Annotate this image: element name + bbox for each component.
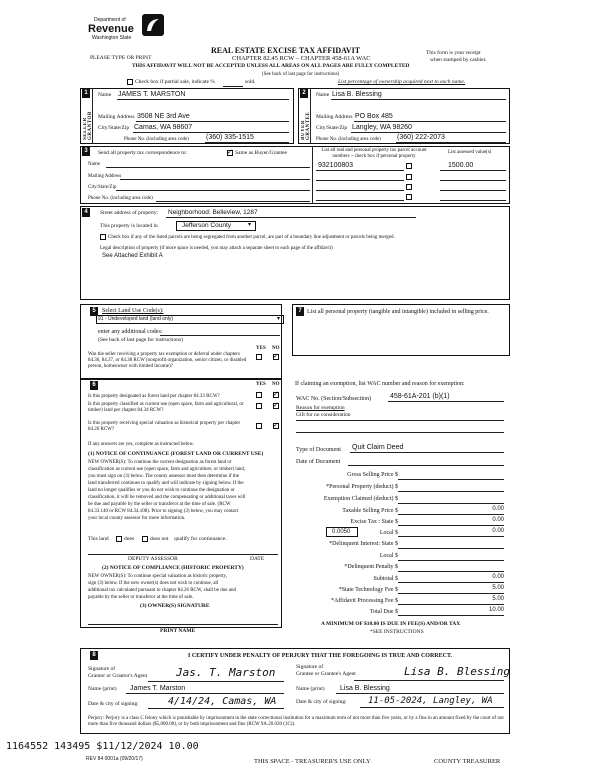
grantee-sig-label1: Signature of	[296, 664, 324, 670]
taxable-selling-label: Taxable Selling Price $	[342, 508, 398, 514]
does-checkbox[interactable]	[116, 536, 122, 542]
notice1-line: land no longer qualifies or you do not wish to continue the designation or	[88, 488, 235, 493]
parcel-header-text: List all real and personal property tax parcel account numbers – check box if personal property	[321, 148, 427, 159]
this-land-label: This land	[88, 536, 109, 542]
section-1-number: 1	[82, 89, 90, 98]
grantee-date-label: Date & city of signing:	[296, 699, 347, 705]
s5-question	[88, 352, 250, 370]
additional-codes-label: enter any additional codes:	[98, 329, 163, 335]
deputy-assessor: DEPUTY ASSESSOR	[128, 556, 178, 562]
section-8-number: 8	[90, 651, 98, 660]
buyer-city-label: City/State/Zip	[316, 125, 348, 131]
land-use-label: Select Land Use Code(s):	[102, 308, 164, 314]
processing-fee-value[interactable]: 5.00	[492, 596, 504, 602]
personal-property-checkbox-2[interactable]	[406, 174, 412, 180]
street-address[interactable]: Neighborhood: Belleview, 1287	[168, 209, 258, 216]
seller-phone-label: Phone No. (including area code)	[124, 137, 189, 142]
send-correspondence-label: Send all property tax correspondence to:	[98, 150, 188, 156]
s6-q2-text: Is this property classified as current use (open space, farm and agricultural, or timber) land per chapter 84.34 RCW?	[88, 402, 244, 413]
s3-name-label: Name	[88, 162, 100, 167]
s3-phone-label: Phone No. (including area code)	[88, 196, 153, 201]
county-value: Jefferson County	[182, 222, 232, 229]
section-5-number: 5	[90, 307, 98, 316]
form-subtitle: CHAPTER 82.45 RCW – CHAPTER 458-61A WAC	[232, 55, 371, 62]
section-7-number: 7	[296, 307, 304, 316]
s5-no-checkbox[interactable]	[273, 354, 279, 360]
reason-label: Reason for exemption	[296, 405, 345, 411]
section-3-number: 3	[82, 147, 90, 156]
street-label: Street address of property:	[100, 210, 159, 216]
county-chevron-down-icon[interactable]: ▾	[248, 222, 252, 228]
section-4-number: 4	[82, 208, 90, 217]
delinquent-interest-state-label: *Delinquent Interest: State $	[329, 541, 398, 547]
dept-line2: Revenue	[88, 23, 134, 35]
deputy-date: DATE	[250, 556, 265, 562]
grantor-date-label: Date & city of signing:	[88, 701, 139, 707]
legal-label: Legal description of property (if more space is needed, you may attach a separate sheet to each page of the affidavit)	[100, 246, 333, 251]
s6-q2-yes-checkbox[interactable]	[256, 403, 262, 409]
grantor-sig-label2: Grantor or Grantor's Agent	[88, 673, 148, 679]
grantee-name-label: Name (print)	[296, 686, 325, 692]
doc-date-label: Date of Document	[296, 459, 341, 465]
s6-no: NO	[272, 382, 280, 387]
buyer-mailing-label: Mailing Address	[316, 114, 353, 120]
total-due-label: Total Due $	[369, 609, 398, 615]
see-instructions: *SEE INSTRUCTIONS	[370, 629, 424, 635]
parcel-1[interactable]: 932100803	[318, 162, 354, 169]
buyer-side-label: BUYER GRANTEE	[301, 111, 311, 140]
seller-city[interactable]: Camas, WA 98607	[134, 124, 193, 131]
partial-sale-checkbox[interactable]	[127, 79, 133, 85]
notice1-line: NEW OWNER(S): To continue the current designation as forest land or	[88, 460, 232, 465]
owner-signature-label: (3) OWNER(S) SIGNATURE	[140, 603, 210, 609]
gross-selling-label: Gross Selling Price $	[347, 472, 398, 478]
perjury-note-text: Perjury: Perjury is a class C felony which is punishable by imprisonment in the state correctional institution for a maximum term of not more than five years, or by a fine in an amount fixed by the court of not more than five thousand dollars ($5,000.00), or by both imprisonment and fine (RCW 9A.20.020 (1C)).	[88, 716, 504, 727]
notice2-line: additional tax calculated pursuant to chapter 84.26 RCW, shall be due and	[88, 588, 236, 593]
segregation-checkbox[interactable]	[100, 234, 106, 240]
recording-stamp: 1164552 143495 $11/12/2024 10.00	[6, 741, 199, 752]
s6-q3	[88, 421, 248, 433]
grantor-signature[interactable]: Jas. T. Marston	[176, 666, 276, 679]
same-as-buyer-label: Same as Buyer/Grantee	[235, 150, 287, 156]
s6-q2-no-checkbox[interactable]	[273, 403, 279, 409]
s6-q3-no-checkbox[interactable]	[273, 423, 279, 429]
section-6-number: 6	[90, 381, 98, 390]
s6-q1: Is this property designated as forest land per chapter 84.33 RCW?	[88, 394, 220, 399]
s5-question-text: Was the seller receiving a property tax exemption or deferral under chapters 84.36, 84.37, or 84.38 RCW (nonprofit organization, senior citizen, or disabled person, homeowner with limited income)?	[88, 352, 247, 369]
treasurer-only-label: THIS SPACE - TREASURER'S USE ONLY	[254, 758, 371, 765]
print-name-label: PRINT NAME	[160, 628, 196, 634]
s6-q3-yes-checkbox[interactable]	[256, 423, 262, 429]
if-yes-note: If any answers are yes, complete as instructed below.	[88, 442, 195, 447]
legal-description[interactable]: See Attached Exhibit A	[102, 253, 163, 259]
personal-property-label	[307, 309, 497, 316]
excise-state-label: Excise Tax : State $	[350, 519, 398, 525]
notice2-title: (2) NOTICE OF COMPLIANCE (HISTORIC PROPERTY)	[102, 565, 244, 571]
personal-property-checkbox-1[interactable]	[406, 163, 412, 169]
s5-yes-checkbox[interactable]	[256, 354, 262, 360]
grantor-sig-label1: Signature of	[88, 666, 116, 672]
buyer-name[interactable]: Lisa B. Blessing	[332, 91, 382, 98]
notice2-line: sign (3) below. If the new owner(s) does not wish to continue, all	[88, 581, 219, 586]
doc-type-value[interactable]: Quit Claim Deed	[352, 444, 404, 451]
notice1-line: land transferred continues to qualify and will indicate by signing below. If the	[88, 481, 244, 486]
notice1-title: (1) NOTICE OF CONTINUANCE (FOREST LAND OR CURRENT USE)	[88, 451, 264, 457]
dept-line1: Department of	[94, 17, 126, 23]
form-number: REV 84 0001a (09/20/17)	[86, 756, 143, 762]
does-not-label: does not	[150, 536, 169, 542]
processing-fee-label: *Affidavit Processing Fee $	[330, 598, 398, 604]
personal-property-text: List all personal property (tangible and intangible) included in selling price.	[307, 309, 489, 315]
wac-label: WAC No. (Section/Subsection)	[296, 396, 372, 402]
assessed-header: List assessed value(s)	[448, 150, 492, 155]
s6-q2	[88, 402, 248, 414]
same-as-buyer-checkbox[interactable]	[227, 150, 233, 156]
partial-sale-label: Check box if partial sale, indicate %	[135, 79, 215, 85]
buyer-name-label: Name	[316, 92, 330, 98]
buyer-phone[interactable]: (360) 222-2073	[397, 134, 445, 141]
personal-property-deduct-label: *Personal Property (deduct) $	[326, 484, 398, 490]
certify-statement: I CERTIFY UNDER PENALTY OF PERJURY THAT THE FOREGOING IS TRUE AND CORRECT.	[188, 653, 453, 659]
minimum-note: A MINIMUM OF $10.00 IS DUE IN FEE(S) AND/OR TAX	[321, 621, 461, 627]
seller-name-label: Name	[98, 92, 112, 98]
does-not-checkbox[interactable]	[142, 536, 148, 542]
grantor-name[interactable]: James T. Marston	[130, 685, 186, 692]
segregation-note: Check box if any of the listed parcels are being segregated from another parcel, are part of a boundary line adjustment or parcels being merged.	[108, 235, 395, 240]
notice1-line: 84.33.140 or RCW 84.34.108). Prior to signing (3) below, you may contact	[88, 509, 239, 514]
seller-side-label: SELLER GRANTOR	[83, 111, 93, 140]
dor-logo-icon	[142, 14, 164, 36]
notice1-line: you must sign on (3) below. The county assessor must then determine if the	[88, 474, 239, 479]
excise-state-value[interactable]: 0.00	[492, 517, 504, 523]
grantee-name[interactable]: Lisa B. Blessing	[340, 685, 390, 692]
reason-value[interactable]: Gift for no consideration	[296, 412, 351, 418]
notice1-line: your local county assessor for more information.	[88, 516, 186, 521]
notice2-line: NEW OWNER(S): To continue special valuation as historic property,	[88, 574, 227, 579]
s6-q3-text: Is this property receiving special valuation as historical property per chapter 84.26 RCW?	[88, 421, 241, 432]
taxable-selling-value[interactable]: 0.00	[492, 506, 504, 512]
subtotal-label: Subtotal $	[373, 576, 398, 582]
doc-type-label: Type of Document	[296, 447, 341, 453]
buyer-city[interactable]: Langley, WA 98260	[352, 124, 412, 131]
dept-line3: Washington State	[92, 35, 132, 41]
buyer-mailing[interactable]: PO Box 485	[355, 113, 393, 120]
located-label: This property is located in	[100, 223, 158, 229]
delinquent-penalty-label: *Delinquent Penalty $	[344, 564, 398, 570]
notice1-line: classification, it will be removed and the compensating or additional taxes will	[88, 495, 246, 500]
land-use-value: 91 - Undeveloped land (land only)	[98, 316, 174, 322]
s3-mailing-label: Mailing Address	[88, 174, 122, 179]
notice2-line: payable by the seller or transferor at the time of sale.	[88, 595, 194, 600]
see-back-header: (See back of last page for instructions)	[262, 72, 340, 77]
seller-phone[interactable]: (360) 335-1515	[206, 134, 254, 141]
dor-logo	[58, 12, 163, 52]
please-type: PLEASE TYPE OR PRINT	[90, 55, 152, 61]
grantor-name-label: Name (print)	[88, 686, 117, 692]
s5-see-back: (See back of last page for instructions)	[98, 337, 183, 343]
technology-fee-value[interactable]: 5.00	[492, 585, 504, 591]
does-label: does	[124, 536, 135, 542]
sold-label: sold.	[245, 79, 256, 85]
notice1-line: be due and payable by the seller or transferor at the time of sale. (RCW	[88, 502, 231, 507]
assessed-1[interactable]: 1500.00	[448, 162, 474, 169]
receipt-note2: when stamped by cashier.	[430, 57, 487, 63]
s5-no: NO	[272, 346, 280, 351]
exemption-claimed-label: Exemption Claimed (deduct) $	[323, 496, 398, 502]
s3-city-label: City/State/Zip	[88, 185, 117, 190]
form-warning: THIS AFFIDAVIT WILL NOT BE ACCEPTED UNLESS ALL AREAS ON ALL PAGES ARE FULLY COMPLETED	[132, 63, 410, 69]
county-treasurer-label: COUNTY TREASURER	[434, 758, 501, 765]
ownership-note: List percentage of ownership acquired next to each name.	[338, 79, 466, 85]
seller-city-label: City/State/Zip	[98, 125, 130, 131]
land-use-chevron-down-icon[interactable]: ▾	[277, 316, 281, 322]
seller-mailing[interactable]: 3508 NE 3rd Ave	[137, 113, 190, 120]
receipt-note1: This form is your receipt	[426, 50, 481, 56]
perjury-note	[88, 716, 506, 728]
local-rate: 0.0050	[332, 529, 351, 535]
subtotal-value[interactable]: 0.00	[492, 574, 504, 580]
s6-q1-yes-checkbox[interactable]	[256, 392, 262, 398]
seller-name[interactable]: JAMES T. MARSTON	[118, 91, 186, 98]
form-title: REAL ESTATE EXCISE TAX AFFIDAVIT	[211, 46, 361, 55]
s6-q1-no-checkbox[interactable]	[273, 392, 279, 398]
section-2-number: 2	[300, 89, 308, 98]
total-due-value[interactable]: 10.00	[488, 607, 504, 613]
personal-property-checkbox-4[interactable]	[406, 194, 412, 200]
grantee-signature[interactable]: Lisa B. Blessing	[404, 665, 510, 678]
s6-yes: YES	[256, 382, 266, 387]
grantee-date-city[interactable]: 11-05-2024, Langley, WA	[368, 696, 493, 706]
seller-mailing-label: Mailing Address	[98, 114, 135, 120]
tax-calculation	[300, 472, 510, 616]
technology-fee-label: *State Technology Fee $	[338, 587, 398, 593]
grantee-sig-label2: Grantee or Grantee's Agent	[296, 671, 356, 677]
qualify-label: qualify for continuance.	[174, 536, 227, 542]
personal-property-checkbox-3[interactable]	[406, 184, 412, 190]
exemption-heading: If claiming an exemption, list WAC number and reason for exemption:	[295, 381, 465, 387]
grantor-date-city[interactable]: 4/14/24, Camas, WA	[168, 696, 277, 707]
parcel-header	[318, 148, 430, 160]
wac-value[interactable]: 458-61A-201 (b)(1)	[390, 393, 450, 400]
excise-local-value[interactable]: 0.00	[492, 528, 504, 534]
excise-local-label: Local $	[379, 530, 398, 536]
delinquent-interest-local-label: Local $	[379, 553, 398, 559]
notice1-line: classification as current use (open space, farm and agriculture, or timber) land,	[88, 467, 246, 472]
s5-yes: YES	[256, 346, 266, 351]
buyer-phone-label: Phone No. (including area code)	[316, 137, 381, 142]
